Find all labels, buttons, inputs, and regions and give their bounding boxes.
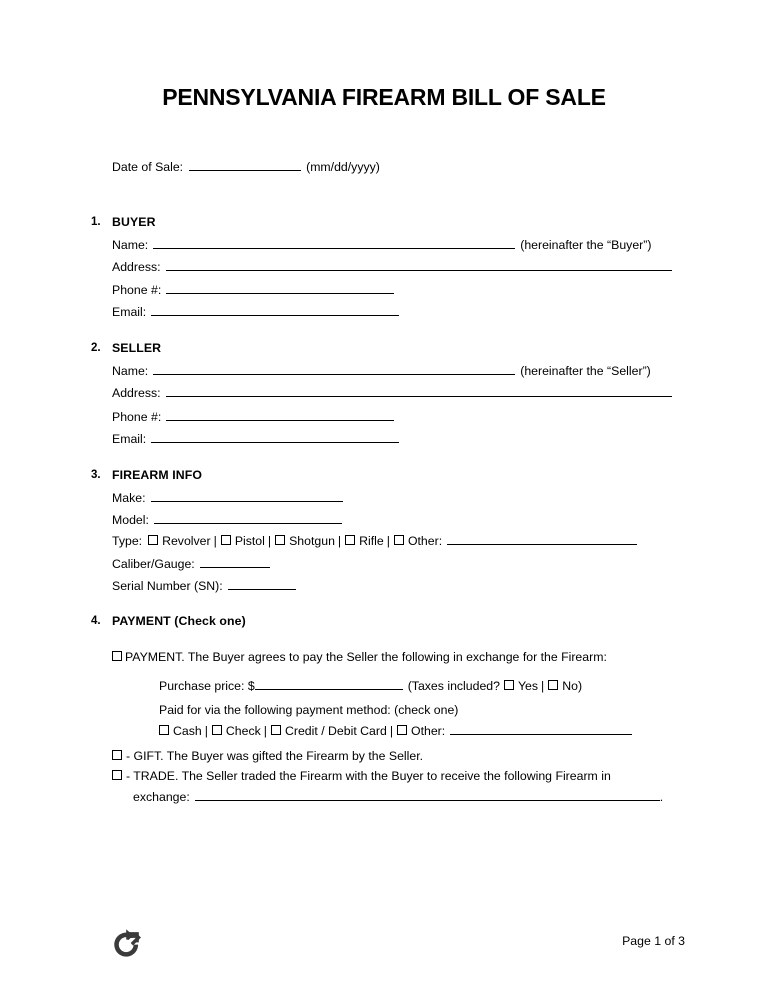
- checkbox-method-cash[interactable]: [159, 725, 169, 735]
- firearm-serial-label: Serial Number (SN):: [112, 579, 223, 593]
- firearm-make-input[interactable]: [151, 490, 343, 502]
- seller-address-row: [112, 385, 672, 401]
- page-title: PENNSYLVANIA FIREARM BILL OF SALE: [162, 84, 606, 110]
- purchase-price-label: Purchase price: $: [159, 679, 255, 693]
- gift-option-label: - GIFT. The Buyer was gifted the Firearm by the Seller.: [126, 749, 424, 763]
- checkbox-method-credit-debit-card[interactable]: [271, 725, 281, 735]
- firearm-make-label: Make:: [112, 491, 146, 505]
- checkbox-type-other[interactable]: [394, 535, 404, 545]
- section-number-firearm: 3.: [91, 469, 101, 481]
- seller-address-input[interactable]: [166, 385, 672, 397]
- seller-phone-row: [112, 409, 394, 425]
- buyer-phone-input[interactable]: [166, 282, 394, 294]
- method-option-credit-debit-card-label: Credit / Debit Card: [284, 724, 387, 738]
- firearm-type-other-input[interactable]: [447, 533, 637, 545]
- checkbox-type-revolver[interactable]: [148, 535, 158, 545]
- buyer-address-input[interactable]: [166, 259, 672, 271]
- seller-name-suffix: (hereinafter the “Seller”): [520, 364, 651, 378]
- firearm-type-row: [112, 533, 637, 549]
- section-number-buyer: 1.: [91, 216, 101, 228]
- section-heading-seller: SELLER: [112, 341, 162, 355]
- buyer-email-row: [112, 304, 399, 320]
- type-separator-2: |: [267, 534, 272, 548]
- checkbox-taxes-no[interactable]: [548, 680, 558, 690]
- firearm-serial-row: [112, 578, 296, 594]
- method-option-other-label: Other:: [411, 724, 446, 738]
- checkbox-gift[interactable]: [112, 750, 122, 760]
- external-link-circle-logo: [110, 928, 142, 960]
- trade-option-label: - TRADE. The Seller traded the Firearm with the Buyer to receive the following Firearm in: [126, 769, 611, 783]
- buyer-address-row: [112, 259, 672, 275]
- buyer-name-suffix: (hereinafter the “Buyer”): [520, 238, 652, 252]
- checkbox-method-other[interactable]: [397, 725, 407, 735]
- firearm-serial-input[interactable]: [228, 578, 296, 590]
- type-option-revolver-label: Revolver: [162, 534, 211, 548]
- type-separator-3: |: [337, 534, 342, 548]
- seller-address-label: Address:: [112, 386, 161, 400]
- buyer-phone-row: [112, 282, 394, 298]
- firearm-caliber-label: Caliber/Gauge:: [112, 557, 195, 571]
- gift-option-row: [112, 749, 423, 764]
- buyer-name-input[interactable]: [153, 237, 515, 249]
- section-number-seller: 2.: [91, 342, 101, 354]
- method-separator-1: |: [204, 724, 208, 738]
- method-separator-2: |: [263, 724, 267, 738]
- section-heading-buyer: BUYER: [112, 215, 156, 229]
- seller-email-label: Email:: [112, 432, 147, 446]
- section-heading-payment: PAYMENT (Check one): [112, 614, 246, 628]
- firearm-model-row: [112, 512, 342, 528]
- firearm-model-input[interactable]: [154, 512, 342, 524]
- trade-option-row: [112, 769, 611, 784]
- checkbox-type-pistol[interactable]: [221, 535, 231, 545]
- checkbox-taxes-yes[interactable]: [504, 680, 514, 690]
- seller-email-row: [112, 431, 399, 447]
- type-option-other-label: Other:: [407, 534, 443, 548]
- date-format-hint: (mm/dd/yyyy): [306, 160, 380, 174]
- method-option-cash-label: Cash: [173, 724, 202, 738]
- checkbox-payment[interactable]: [112, 651, 122, 661]
- date-of-sale-input[interactable]: [189, 159, 301, 171]
- purchase-price-row: [159, 678, 582, 694]
- date-of-sale-label: Date of Sale:: [112, 160, 184, 174]
- page-number: Page 1 of 3: [622, 934, 685, 948]
- seller-name-row: [112, 363, 651, 379]
- buyer-address-label: Address:: [112, 260, 161, 274]
- taxes-no-label: No): [562, 679, 583, 693]
- date-of-sale-row: [112, 159, 380, 175]
- section-number-payment: 4.: [91, 615, 101, 627]
- purchase-price-input[interactable]: [255, 678, 403, 690]
- checkbox-method-check[interactable]: [212, 725, 222, 735]
- method-option-check-label: Check: [225, 724, 261, 738]
- firearm-make-row: [112, 490, 343, 506]
- taxes-separator: |: [541, 679, 545, 693]
- taxes-included-question: (Taxes included?: [407, 679, 500, 693]
- seller-phone-input[interactable]: [166, 409, 394, 421]
- payment-method-row: [159, 723, 632, 739]
- firearm-caliber-input[interactable]: [200, 556, 270, 568]
- buyer-email-label: Email:: [112, 305, 147, 319]
- payment-method-intro: Paid for via the following payment method: (check one): [159, 703, 459, 717]
- trade-exchange-label: exchange:: [133, 790, 190, 804]
- seller-phone-label: Phone #:: [112, 410, 162, 424]
- seller-name-label: Name:: [112, 364, 149, 378]
- section-heading-firearm: FIREARM INFO: [112, 468, 203, 482]
- checkbox-trade[interactable]: [112, 770, 122, 780]
- type-separator-1: |: [213, 534, 217, 548]
- method-separator-3: |: [389, 724, 394, 738]
- buyer-name-label: Name:: [112, 238, 149, 252]
- trade-exchange-row: [133, 789, 663, 805]
- type-option-rifle-label: Rifle: [359, 534, 384, 548]
- trade-exchange-input[interactable]: [195, 789, 660, 801]
- buyer-phone-label: Phone #:: [112, 283, 162, 297]
- taxes-yes-label: Yes: [517, 679, 539, 693]
- firearm-model-label: Model:: [112, 513, 149, 527]
- payment-option-label: PAYMENT. The Buyer agrees to pay the Seller the following in exchange for the Firearm:: [125, 650, 607, 664]
- payment-method-other-input[interactable]: [450, 723, 632, 735]
- checkbox-type-rifle[interactable]: [345, 535, 355, 545]
- seller-email-input[interactable]: [151, 431, 399, 443]
- type-option-pistol-label: Pistol: [234, 534, 265, 548]
- firearm-type-label: Type:: [112, 534, 143, 548]
- firearm-caliber-row: [112, 556, 270, 572]
- payment-option-row: [112, 650, 607, 665]
- buyer-name-row: [112, 237, 651, 253]
- seller-name-input[interactable]: [153, 363, 515, 375]
- buyer-email-input[interactable]: [151, 304, 399, 316]
- checkbox-type-shotgun[interactable]: [275, 535, 285, 545]
- trade-exchange-period: .: [659, 790, 664, 804]
- type-separator-4: |: [386, 534, 390, 548]
- type-option-shotgun-label: Shotgun: [289, 534, 335, 548]
